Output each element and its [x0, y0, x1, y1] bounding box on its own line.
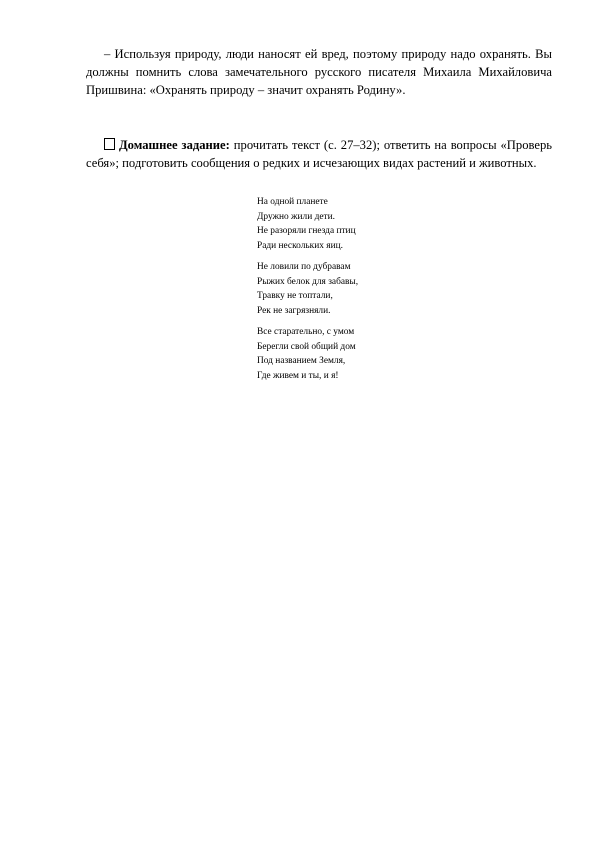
poem-line: Под названием Земля,: [257, 356, 346, 366]
homework-text: прочитать текст (с. 27–32); ответить на вопросы «Проверь себя»; подготовить сообщения о редких и исчезающих видах растений и животных.: [86, 138, 552, 170]
poem-line: Все старательно, с умом: [257, 327, 355, 337]
poem-stanza-2: [257, 260, 358, 318]
intro-paragraph: – Используя природу, люди наносят ей вред, поэтому природу надо охранять. Вы должны помнить слова замечательного русского писателя Михаила Михайловича Пришвина: «Охранять природу – значит охранять Родину».: [86, 47, 552, 97]
poem-line: Не ловили по дубравам: [257, 262, 351, 272]
homework-label: Домашнее задание:: [119, 138, 230, 152]
homework-paragraph: [86, 136, 552, 172]
poem-line: Где живем и ты, и я!: [257, 370, 339, 381]
poem-line: Рыжих белок для забавы,: [257, 276, 359, 287]
checkbox-icon: [104, 138, 115, 150]
poem-line: Не разоряли гнезда птиц: [257, 226, 356, 236]
poem-line: Травку не топтали,: [257, 291, 333, 301]
poem-line: На одной планете: [257, 197, 328, 207]
poem-line: Дружно жили дети.: [257, 211, 335, 222]
poem: [257, 195, 358, 390]
poem-line: Ради нескольких яиц.: [257, 240, 343, 251]
poem-stanza-1: [257, 195, 358, 253]
poem-line: Рек не загрязняли.: [257, 305, 331, 316]
poem-line: Берегли свой общий дом: [257, 341, 356, 352]
poem-stanza-3: [257, 325, 358, 383]
